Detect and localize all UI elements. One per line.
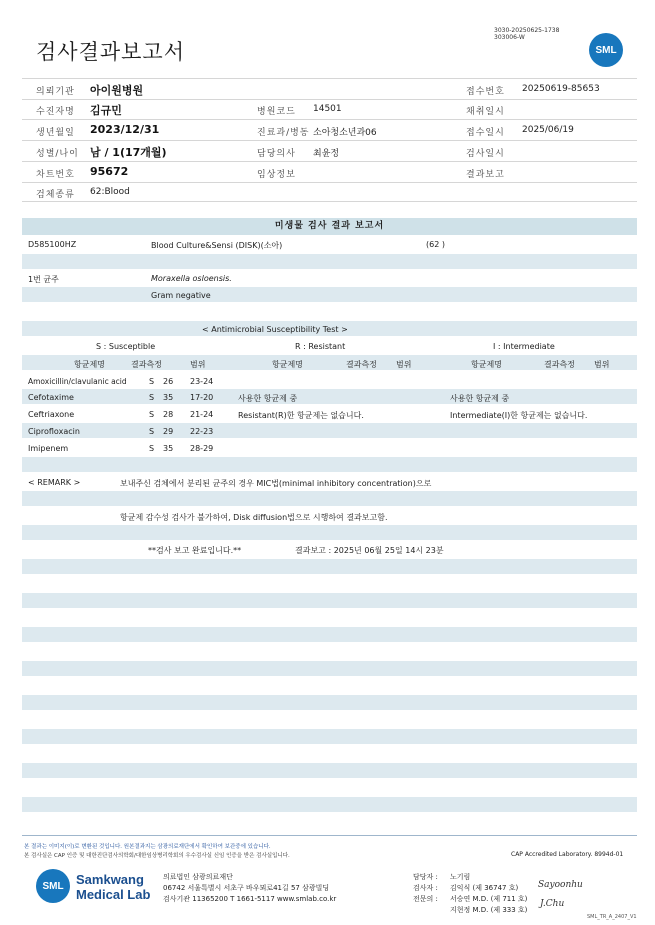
intermediate-note-2: Intermediate(I)한 항균제는 없습니다. xyxy=(450,411,588,420)
divider xyxy=(22,119,637,120)
receipt-date-value: 2025/06/19 xyxy=(522,125,574,135)
divider xyxy=(22,161,637,162)
clinical-label: 임상정보 xyxy=(257,170,296,180)
row-band xyxy=(22,491,637,506)
hosp-code-value: 14501 xyxy=(313,104,342,114)
row-band xyxy=(22,593,637,608)
drug-result: S xyxy=(149,393,155,402)
drug-range: 22-23 xyxy=(190,427,214,436)
receipt-no-label: 접수번호 xyxy=(466,87,505,97)
intermediate-note-1: 사용한 항균제 중 xyxy=(450,394,510,403)
tester-label: 검사자 : xyxy=(413,884,438,892)
row-band xyxy=(22,423,637,438)
divider xyxy=(22,182,637,183)
col-range-s: 범위 xyxy=(190,360,206,369)
legend-susceptible: S : Susceptible xyxy=(96,342,156,351)
hospital-label: 의뢰기관 xyxy=(36,87,75,97)
org-address: 06742 서울특별시 서초구 바우뫼로41길 57 삼광빌딩 xyxy=(163,884,330,892)
birth-value: 2023/12/31 xyxy=(90,123,160,136)
legend-resistant: R : Resistant xyxy=(295,342,346,351)
drug-result: S xyxy=(149,410,155,419)
receipt-no-value: 20250619-85653 xyxy=(522,84,600,94)
footer-note-1: 본 결과는 이미지(이)로 변환된 것입니다. 원본결과지는 삼광의료재단에서 확인하여 보관중에 있습니다. xyxy=(24,844,271,850)
report-complete: **검사 보고 완료입니다.** xyxy=(148,546,242,555)
drug-range: 28-29 xyxy=(190,444,214,453)
birth-label: 생년월일 xyxy=(36,128,75,138)
result-time: 결과보고 : 2025년 06월 25일 14시 23분 xyxy=(295,546,444,555)
divider xyxy=(22,99,637,100)
doctor-value: 최윤정 xyxy=(313,149,340,159)
row-band xyxy=(22,797,637,812)
specialist-value-1: 서승연 M.D. (제 711 호) xyxy=(450,895,528,903)
col-result-s: 결과측정 xyxy=(131,360,162,369)
col-range-i: 범위 xyxy=(594,360,610,369)
sex-age-label: 성별/나이 xyxy=(36,149,79,159)
tester-value: 김익식 (제 36747 호) xyxy=(450,884,519,892)
result-report-label: 결과보고 xyxy=(466,170,505,180)
organism-name: Moraxella osloensis. xyxy=(151,274,232,283)
person-label: 담당자 : xyxy=(413,873,438,881)
test-name: Blood Culture&Sensi (DISK)(소아) xyxy=(151,241,283,250)
col-result-r: 결과측정 xyxy=(346,360,377,369)
drug-value: 28 xyxy=(163,410,174,419)
row-band xyxy=(22,763,637,778)
cap-accreditation: CAP Accredited Laboratory. 8994d-01 xyxy=(511,851,624,858)
report-title: 미생물 검사 결과 보고서 xyxy=(22,218,637,235)
doctor-label: 담당의사 xyxy=(257,149,296,159)
drug-value: 29 xyxy=(163,427,174,436)
dept-label: 진료과/병동 xyxy=(257,128,310,138)
collect-date-label: 채취일시 xyxy=(466,107,505,117)
row-band xyxy=(22,457,637,472)
brand-name-1: Samkwang xyxy=(76,872,144,887)
divider xyxy=(22,201,637,202)
chart-label: 차트번호 xyxy=(36,170,75,180)
specimen-label: 검체종류 xyxy=(36,190,75,200)
footer-divider xyxy=(22,835,637,836)
resistant-note-2: Resistant(R)한 항균제는 없습니다. xyxy=(238,411,364,420)
drug-name: Cefotaxime xyxy=(28,393,74,402)
strain-label: 1번 균주 xyxy=(28,275,59,284)
document-code: 3030-20250625-1738 xyxy=(494,27,560,34)
sml-footer-logo-icon: SML xyxy=(36,869,70,903)
person-value: 노기림 xyxy=(450,873,471,881)
drug-range: 23-24 xyxy=(190,377,214,386)
document-subcode: 303006-W xyxy=(494,34,525,41)
receipt-date-label: 접수일시 xyxy=(466,128,505,138)
col-drug-i: 항균제명 xyxy=(471,360,502,369)
page-title: 검사결과보고서 xyxy=(36,40,186,64)
drug-range: 17-20 xyxy=(190,393,214,402)
org-name: 의료법인 삼광의료재단 xyxy=(163,873,233,881)
row-band xyxy=(22,627,637,642)
drug-name: Ceftriaxone xyxy=(28,410,75,419)
drug-range: 21-24 xyxy=(190,410,214,419)
legend-intermediate: I : Intermediate xyxy=(493,342,555,351)
footer-note-2: 본 검사실은 CAP 인증 및 대한진단검사의학회/대한임상병리학회의 우수검사실 신임 인증을 받은 검사실입니다. xyxy=(24,853,290,859)
drug-value: 35 xyxy=(163,444,174,453)
test-paren: (62 ) xyxy=(426,240,445,249)
hospital-value: 아이원병원 xyxy=(90,84,144,97)
divider xyxy=(22,140,637,141)
test-date-label: 검사일시 xyxy=(466,149,505,159)
specimen-value: 62:Blood xyxy=(90,187,130,197)
org-contact: 검사기관 11365200 T 1661-5117 www.smlab.co.kr xyxy=(163,895,337,903)
row-band xyxy=(22,559,637,574)
resistant-note-1: 사용한 항균제 중 xyxy=(238,394,298,403)
specialist-value-2: 지현정 M.D. (제 333 호) xyxy=(450,906,528,914)
ast-title: < Antimicrobial Susceptibility Test > xyxy=(202,325,348,334)
form-code: SML_TR_A_2407_V1 xyxy=(587,914,637,920)
drug-result: S xyxy=(149,377,155,386)
sml-logo-icon: SML xyxy=(589,33,623,67)
signature-1: Sayoonhu xyxy=(538,880,583,890)
row-band xyxy=(22,661,637,676)
row-band xyxy=(22,729,637,744)
col-result-i: 결과측정 xyxy=(544,360,575,369)
row-band xyxy=(22,389,637,404)
divider xyxy=(22,78,637,79)
remark-line-2: 항균제 감수성 검사가 불가하여, Disk diffusion법으로 시행하여 결과보고함. xyxy=(120,513,388,522)
drug-value: 35 xyxy=(163,393,174,402)
drug-result: S xyxy=(149,427,155,436)
gram-stain: Gram negative xyxy=(151,291,211,300)
drug-value: 26 xyxy=(163,377,174,386)
row-band xyxy=(22,287,637,302)
col-drug-r: 항균제명 xyxy=(272,360,303,369)
signature-2: J.Chu xyxy=(540,899,565,909)
col-range-r: 범위 xyxy=(396,360,412,369)
hosp-code-label: 병원코드 xyxy=(257,107,296,117)
name-label: 수진자명 xyxy=(36,107,75,117)
sex-age-value: 남 / 1(17개월) xyxy=(90,146,167,159)
name-value: 김규민 xyxy=(90,104,122,117)
remark-line-1: 보내주신 검체에서 분리된 균주의 경우 MIC법(minimal inhibitory concentration)으로 xyxy=(120,479,432,488)
row-band xyxy=(22,525,637,540)
drug-name: Ciprofloxacin xyxy=(28,427,80,436)
brand-name-2: Medical Lab xyxy=(76,887,151,902)
col-drug-s: 항균제명 xyxy=(74,360,105,369)
chart-value: 95672 xyxy=(90,165,129,178)
remark-label: < REMARK > xyxy=(28,478,81,487)
drug-result: S xyxy=(149,444,155,453)
drug-name: Imipenem xyxy=(28,444,69,453)
specialist-label: 전문의 : xyxy=(413,895,438,903)
drug-name: Amoxicillin/clavulanic acid xyxy=(28,377,127,386)
test-code: D585100HZ xyxy=(28,240,77,249)
row-band xyxy=(22,254,637,269)
row-band xyxy=(22,695,637,710)
dept-value: 소아청소년과06 xyxy=(313,128,377,138)
